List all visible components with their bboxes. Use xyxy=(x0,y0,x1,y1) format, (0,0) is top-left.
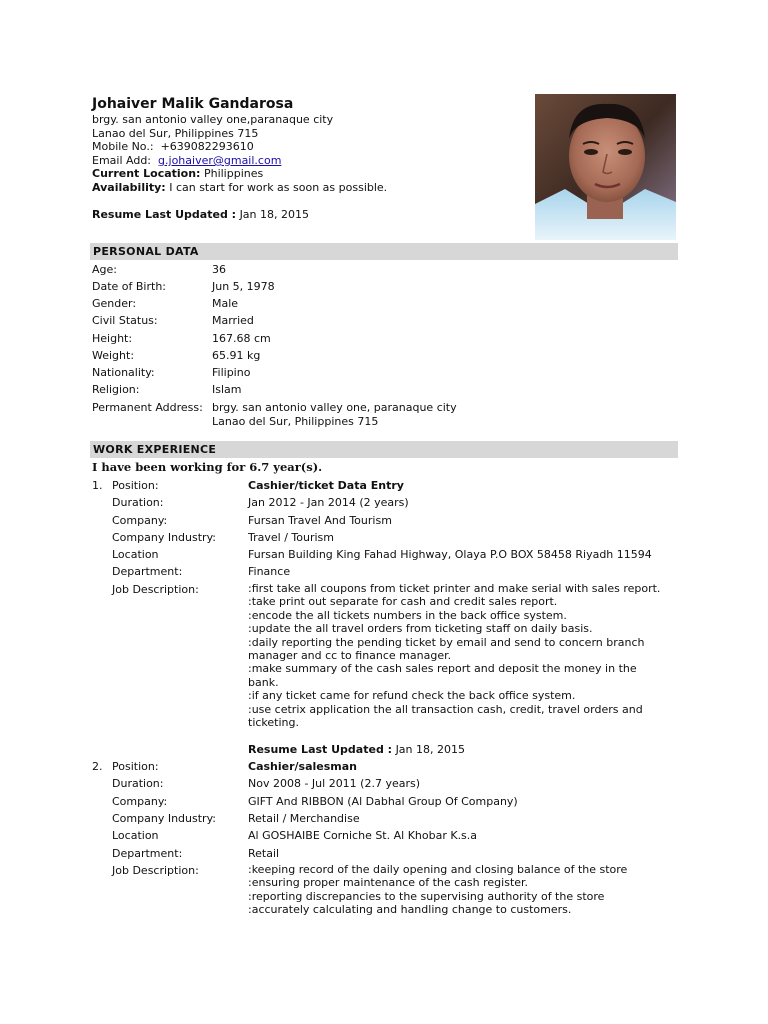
job2-company-value: GIFT And RIBBON (Al Dabhal Group Of Company) xyxy=(248,795,518,808)
job2-location-label: Location xyxy=(112,829,159,842)
job2-duration-label: Duration: xyxy=(112,777,164,790)
job1-duration-value: Jan 2012 - Jan 2014 (2 years) xyxy=(248,496,409,509)
religion-value: Islam xyxy=(212,383,242,396)
job1-company-value: Fursan Travel And Tourism xyxy=(248,514,392,527)
religion-label: Religion: xyxy=(92,383,140,396)
availability-value: I can start for work as soon as possible. xyxy=(169,181,388,194)
mobile-label: Mobile No.: xyxy=(92,140,154,153)
email-label: Email Add: xyxy=(92,154,152,167)
civil-status-label: Civil Status: xyxy=(92,314,158,327)
weight-value: 65.91 kg xyxy=(212,349,261,362)
personal-data-header xyxy=(90,243,678,260)
job1-department-value: Finance xyxy=(248,565,291,578)
personal-data-title: PERSONAL DATA xyxy=(93,245,199,258)
job2-department-value: Retail xyxy=(248,847,280,860)
resume-updated-value: Jan 18, 2015 xyxy=(239,208,309,221)
job1-location-label: Location xyxy=(112,548,159,561)
gender-label: Gender: xyxy=(92,297,137,310)
availability-line xyxy=(92,181,387,194)
job2-description-label: Job Description: xyxy=(112,864,199,877)
weight-label: Weight: xyxy=(92,349,135,362)
profile-photo-image xyxy=(535,94,676,240)
work-experience-header xyxy=(90,441,678,458)
job2-industry-label: Company Industry: xyxy=(112,812,216,825)
nationality-value: Filipino xyxy=(212,366,251,379)
permanent-address-label: Permanent Address: xyxy=(92,401,203,414)
job1-company-label: Company: xyxy=(112,514,168,527)
email-line xyxy=(92,154,281,167)
permanent-address-value: brgy. san antonio valley one, paranaque city xyxy=(212,401,457,414)
job2-company-label: Company: xyxy=(112,795,168,808)
job1-description-value: :first take all coupons from ticket printer and make serial with sales report. :take print out separate for cash and credit sales report. :encode the all tickets numbers in the back office system. :update the all travel orders from ticketing staff on daily basis. :daily reporting the pending ticket by email and send to concern branch manager and cc to finance manager. :make summary of the cash sales report and deposit the money in the bank. :if any ticket came for refund check the back office system. :use cetrix application the all transaction cash, credit, travel orders and ticketing. xyxy=(248,582,661,730)
address-line-1: brgy. san antonio valley one,paranaque city xyxy=(92,113,334,126)
job2-number: 2. xyxy=(92,760,103,773)
job1-industry-label: Company Industry: xyxy=(112,531,216,544)
gender-value: Male xyxy=(212,297,239,310)
job2-description-value: :keeping record of the daily opening and closing balance of the store :ensuring proper maintenance of the cash register. :reporting discrepancies to the supervising authority of the store :accurately calculating and handling change to customers. xyxy=(248,863,628,917)
age-label: Age: xyxy=(92,263,117,276)
experience-summary: I have been working for 6.7 year(s). xyxy=(92,460,323,474)
job1-number: 1. xyxy=(92,479,103,492)
job2-duration-value: Nov 2008 - Jul 2011 (2.7 years) xyxy=(248,777,421,790)
job2-industry-value: Retail / Merchandise xyxy=(248,812,360,825)
job2-location-value: Al GOSHAIBE Corniche St. Al Khobar K.s.a xyxy=(248,829,478,842)
current-location-value: Philippines xyxy=(203,167,264,180)
current-location-label: Current Location: xyxy=(92,167,201,180)
job1-duration-label: Duration: xyxy=(112,496,164,509)
work-experience-title: WORK EXPERIENCE xyxy=(93,443,217,456)
availability-label: Availability: xyxy=(92,181,166,194)
height-value: 167.68 cm xyxy=(212,332,271,345)
dob-value: Jun 5, 1978 xyxy=(212,280,275,293)
mid-resume-updated-line xyxy=(248,743,465,756)
email-link[interactable]: g.johaiver@gmail.com xyxy=(158,154,282,167)
civil-status-value: Married xyxy=(212,314,254,327)
mobile-value: +639082293610 xyxy=(160,140,254,153)
job1-industry-value: Travel / Tourism xyxy=(248,531,334,544)
mid-resume-updated-label: Resume Last Updated : xyxy=(248,743,393,756)
permanent-address-value-2: Lanao del Sur, Philippines 715 xyxy=(212,415,379,428)
job2-position-value: Cashier/salesman xyxy=(248,760,358,773)
age-value: 36 xyxy=(212,263,226,276)
job1-position-label: Position: xyxy=(112,479,159,492)
job1-description-label: Job Description: xyxy=(112,583,199,596)
job2-department-label: Department: xyxy=(112,847,183,860)
profile-photo xyxy=(535,94,676,240)
current-location-line xyxy=(92,167,263,180)
candidate-name: Johaiver Malik Gandarosa xyxy=(92,96,294,112)
job1-location-value: Fursan Building King Fahad Highway, Olaya P.O BOX 58458 Riyadh 11594 xyxy=(248,548,652,561)
mid-resume-updated-value: Jan 18, 2015 xyxy=(395,743,465,756)
job1-department-label: Department: xyxy=(112,565,183,578)
job2-position-label: Position: xyxy=(112,760,159,773)
mobile-line xyxy=(92,140,254,153)
address-line-2: Lanao del Sur, Philippines 715 xyxy=(92,127,259,140)
nationality-label: Nationality: xyxy=(92,366,155,379)
height-label: Height: xyxy=(92,332,133,345)
resume-updated-label: Resume Last Updated : xyxy=(92,208,237,221)
dob-label: Date of Birth: xyxy=(92,280,167,293)
resume-updated-line xyxy=(92,208,309,221)
job1-position-value: Cashier/ticket Data Entry xyxy=(248,479,404,492)
